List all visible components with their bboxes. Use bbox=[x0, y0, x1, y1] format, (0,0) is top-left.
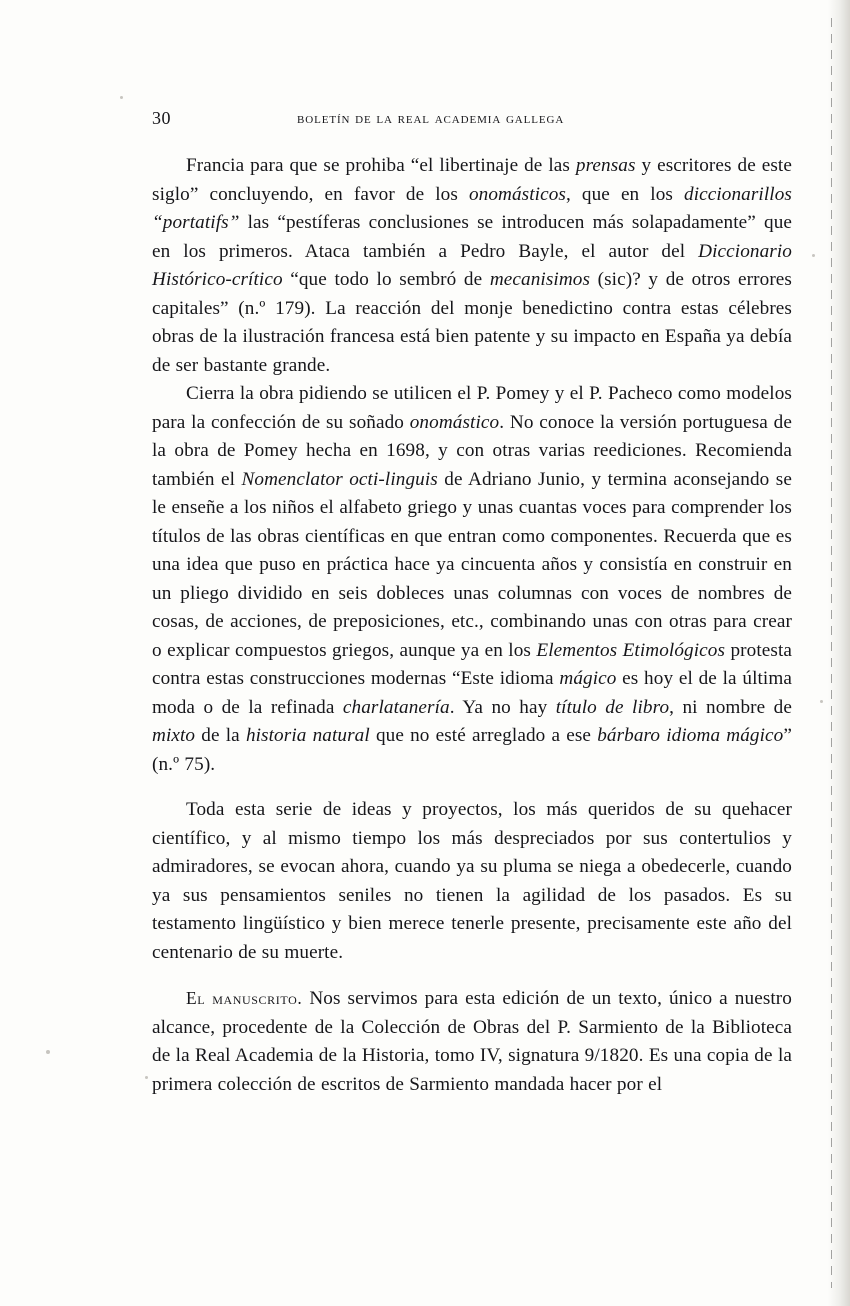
running-title: boletín de la real academia gallega bbox=[297, 110, 565, 127]
scan-edge-marks bbox=[831, 18, 832, 1288]
page-speck bbox=[820, 700, 823, 703]
page-header bbox=[152, 108, 712, 130]
page-number: 30 bbox=[152, 108, 171, 128]
paragraph-4: El manuscrito. Nos servimos para esta edición de un texto, único a nuestro alcance, procedente de la Colección de Obras del P. Sarmiento de la Biblioteca de la Real Academia de la Historia, tomo IV, signatura 9/1820. Es una copia de la primera colección de escritos de Sarmiento mandada hacer por el bbox=[152, 988, 792, 1095]
page-speck bbox=[145, 1076, 148, 1079]
page-speck bbox=[120, 96, 123, 99]
paragraph-1: Francia para que se prohiba “el libertinaje de las prensas y escritores de este siglo” concluyendo, en favor de los onomásticos, que en los diccionarillos “portatifs” las “pestíferas conclusiones se introducen más solapadamente” que en los primeros. Ataca también a Pedro Bayle, el autor del Diccionario Histórico-crítico “que todo lo sembró de mecanisimos (sic)? y de otros errores capitales” (n.º 179). La reacción del monje benedictino contra estas célebres obras de la ilustración francesa está bien patente y su impacto en España ya debía de ser bastante grande. bbox=[152, 155, 792, 376]
paragraph-3: Toda esta serie de ideas y proyectos, los más queridos de su quehacer científico, y al mismo tiempo los más despreciados por sus contertulios y admiradores, se evocan ahora, cuando ya su pluma se niega a obedecerle, cuando ya sus pensamientos seniles no tienen la agilidad de los pasados. Es su testamento lingüístico y bien merece tenerle presente, precisamente este año del centenario de su muerte. bbox=[152, 799, 792, 963]
body-text bbox=[152, 152, 792, 1099]
page-speck bbox=[46, 1050, 50, 1054]
page-speck bbox=[812, 254, 815, 257]
paragraph-2: Cierra la obra pidiendo se utilicen el P. Pomey y el P. Pacheco como modelos para la confección de su soñado onomástico. No conoce la versión portuguesa de la obra de Pomey hecha en 1698, y con otras varias reediciones. Recomienda también el Nomenclator octi-linguis de Adriano Junio, y termina aconsejando se le enseñe a los niños el alfabeto griego y unas cuantas voces para comprender los títulos de las obras científicas en que entran como componentes. Recuerda que es una idea que puso en práctica hace ya cincuenta años y consistía en construir en un pliego dividido en seis dobleces unas columnas con voces de nombres de cosas, de acciones, de preposiciones, etc., combinando unas con otras para crear o explicar compuestos griegos, aunque ya en los Elementos Etimológicos protesta contra estas construcciones modernas “Este idioma mágico es hoy el de la última moda o de la refinada charlatanería. Ya no hay título de libro, ni nombre de mixto de la historia natural que no esté arreglado a ese bárbaro idioma mágico” (n.º 75). bbox=[152, 383, 793, 775]
